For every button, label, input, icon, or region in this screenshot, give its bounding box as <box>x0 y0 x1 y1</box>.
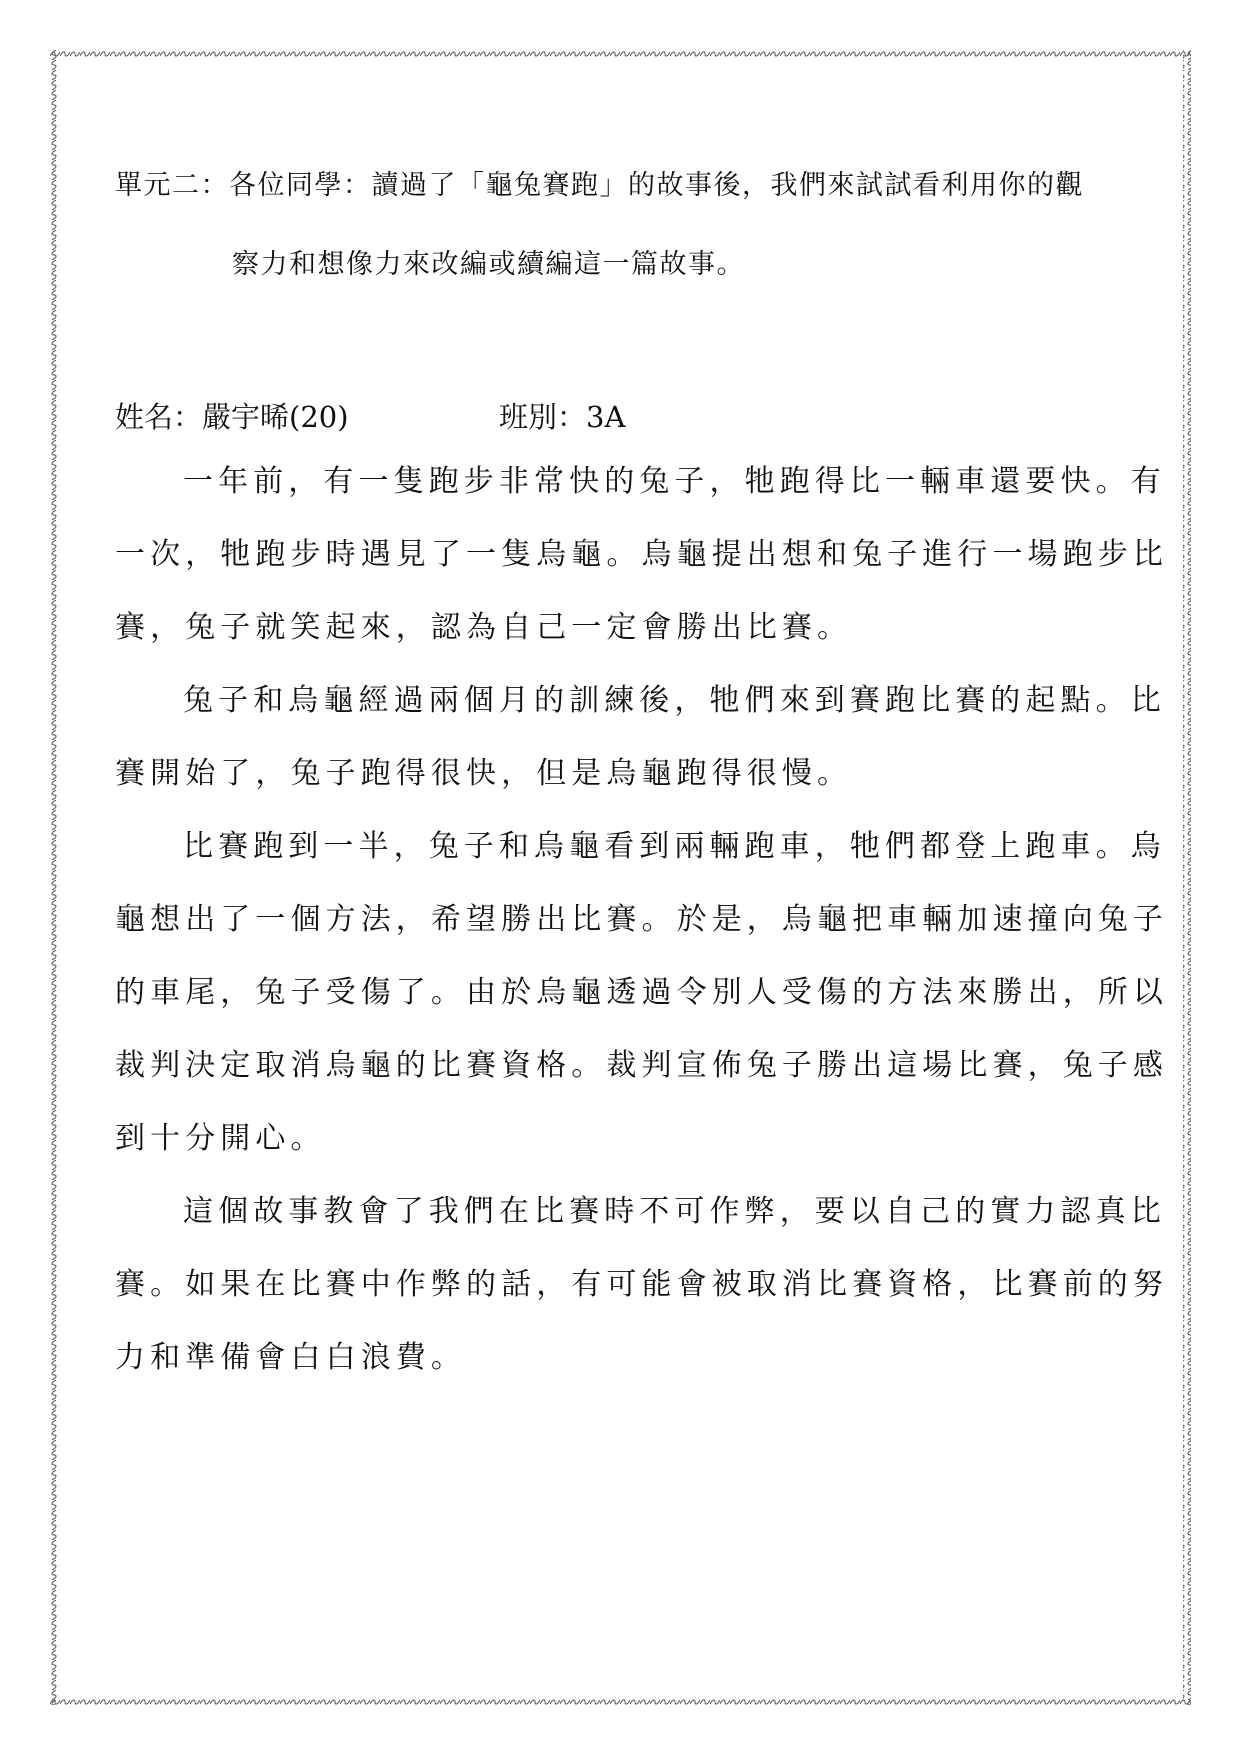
wavy-border-frame <box>50 50 1191 1705</box>
story-line: 力和準備會白白浪費。 <box>115 1340 466 1375</box>
story-line: 這個故事教會了我們在比賽時不可作弊，要以自己的實力認真比 <box>183 1194 1166 1229</box>
assignment-heading-line-2: 察力和想像力來改編或續編這一篇故事。 <box>232 249 745 280</box>
story-line: 到十分開心。 <box>115 1121 326 1156</box>
story-line: 的車尾，兔子受傷了。由於烏龜透過令別人受傷的方法來勝出，所以 <box>115 975 1168 1010</box>
story-line: 一年前，有一隻跑步非常快的兔子，牠跑得比一輛車還要快。有 <box>183 464 1166 499</box>
decorative-page-border <box>50 50 1191 1705</box>
story-line: 兔子和烏龜經過兩個月的訓練後，牠們來到賽跑比賽的起點。比 <box>183 683 1166 718</box>
story-line: 一次，牠跑步時遇見了一隻烏龜。烏龜提出想和兔子進行一場跑步比 <box>115 537 1168 572</box>
story-line: 賽。如果在比賽中作弊的話，有可能會被取消比賽資格，比賽前的努 <box>115 1267 1168 1302</box>
story-line: 龜想出了一個方法，希望勝出比賽。於是，烏龜把車輛加速撞向兔子 <box>115 902 1168 937</box>
student-class: 班別：3A <box>499 400 626 434</box>
student-name: 姓名：嚴宇晞(20) <box>115 400 349 434</box>
story-line: 裁判決定取消烏龜的比賽資格。裁判宣佈兔子勝出這場比賽，兔子感 <box>115 1048 1168 1083</box>
assignment-heading-line-1: 單元二：各位同學：讀過了「龜兔賽跑」的故事後，我們來試試看利用你的觀 <box>115 170 1084 201</box>
story-line: 賽，兔子就笑起來，認為自己一定會勝出比賽。 <box>115 610 853 645</box>
story-line: 賽開始了，兔子跑得很快，但是烏龜跑得很慢。 <box>115 756 853 791</box>
story-line: 比賽跑到一半，兔子和烏龜看到兩輛跑車，牠們都登上跑車。烏 <box>183 829 1166 864</box>
